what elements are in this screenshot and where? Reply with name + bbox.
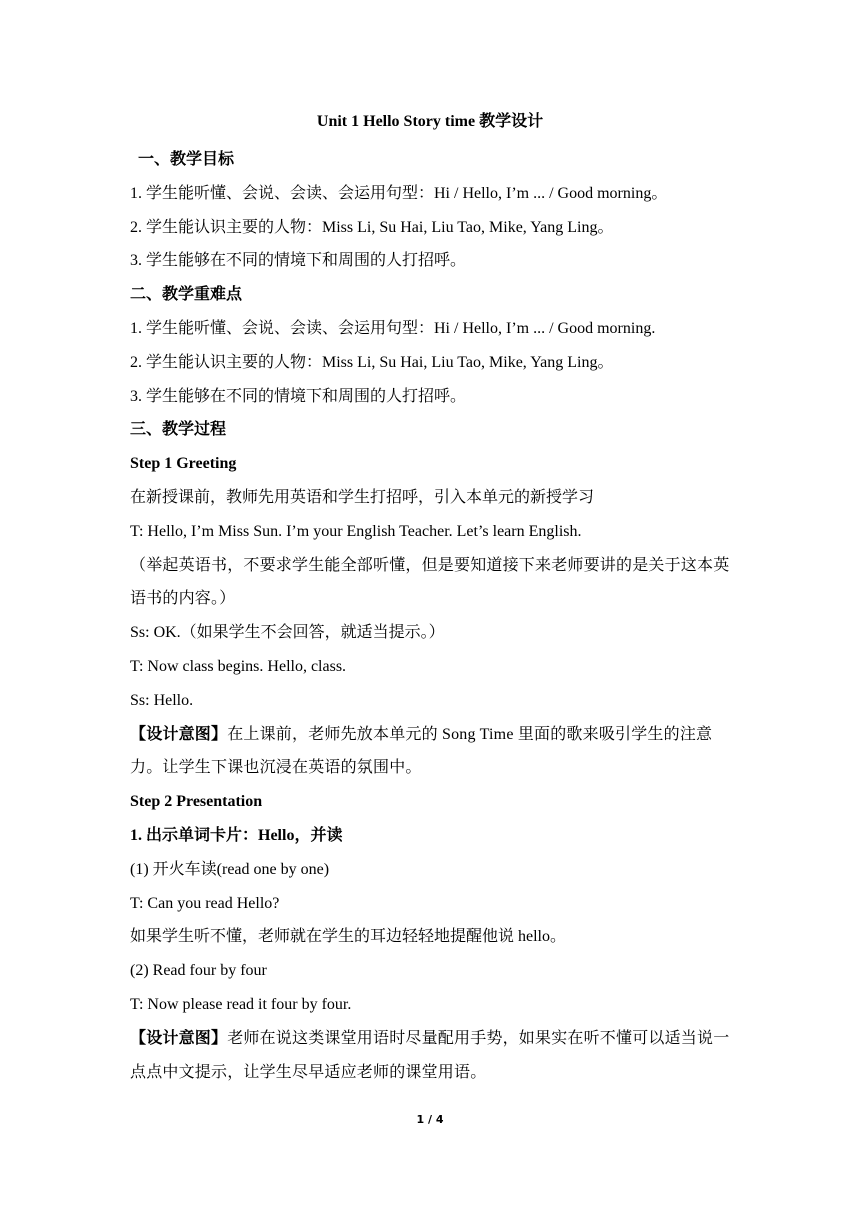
section-heading: Step 1 Greeting: [130, 455, 237, 473]
paragraph-line: 3. 学生能够在不同的情境下和周围的人打招呼。: [130, 387, 467, 405]
paragraph-line: （举起英语书，不要求学生能全部听懂，但是要知道接下来老师要讲的是关于这本英语书的内容。）: [130, 556, 730, 608]
document-title: Unit 1 Hello Story time 教学设计: [316, 113, 544, 130]
paragraph-line: 在新授课前，教师先用英语和学生打招呼，引入本单元的新授学习: [130, 488, 595, 506]
paragraph-line: 1. 学生能听懂、会说、会读、会运用句型：Hi / Hello, I’m ... / Good morning。: [130, 184, 668, 202]
paragraph-line: [130, 718, 736, 786]
paragraph-line: T: Now class begins. Hello, class.: [130, 657, 347, 675]
paragraph-line: Ss: Hello.: [130, 691, 194, 709]
section-heading: 1. 出示单词卡片：Hello，并读: [130, 826, 343, 844]
paragraph-line: 1. 学生能听懂、会说、会读、会运用句型：Hi / Hello, I’m ... / Good morning.: [130, 319, 656, 337]
paragraph-line: T: Can you read Hello?: [130, 894, 280, 912]
paragraph-line: 3. 学生能够在不同的情境下和周围的人打招呼。: [130, 252, 467, 270]
design-intent-label: 【设计意图】: [130, 1029, 228, 1047]
paragraph-line: (1) 开火车读(read one by one): [130, 860, 330, 878]
document-body: [130, 143, 736, 1089]
paragraph-line: T: Hello, I’m Miss Sun. I’m your English Teacher. Let’s learn English.: [130, 522, 582, 540]
paragraph-line: 2. 学生能认识主要的人物：Miss Li, Su Hai, Liu Tao, Mike, Yang Ling。: [130, 218, 614, 236]
page-number: 1 / 4: [416, 1113, 444, 1126]
design-intent-label: 【设计意图】: [130, 725, 228, 743]
paragraph-line: [130, 1022, 736, 1090]
paragraph-line: T: Now please read it four by four.: [130, 995, 352, 1013]
paragraph-line: Ss: OK.（如果学生不会回答，就适当提示。）: [130, 624, 445, 642]
design-intent-text: 在上课前，老师先放本单元的 Song Time 里面的歌来吸引学生的注意力。让学生下课也沉浸在英语的氛围中。: [130, 725, 713, 777]
section-heading: Step 2 Presentation: [130, 793, 263, 811]
paragraph-line: 如果学生听不懂，老师就在学生的耳边轻轻地提醒他说 hello。: [130, 928, 566, 946]
paragraph-line: 2. 学生能认识主要的人物：Miss Li, Su Hai, Liu Tao, Mike, Yang Ling。: [130, 353, 614, 371]
section-heading: 二、教学重难点: [130, 286, 243, 304]
design-intent-text: 老师在说这类课堂用语时尽量配用手势，如果实在听不懂可以适当说一点点中文提示，让学生尽早适应老师的课堂用语。: [130, 1029, 730, 1081]
section-heading: 三、教学过程: [130, 421, 227, 439]
section-heading: 一、教学目标: [138, 151, 235, 168]
paragraph-line: (2) Read four by four: [130, 962, 267, 980]
